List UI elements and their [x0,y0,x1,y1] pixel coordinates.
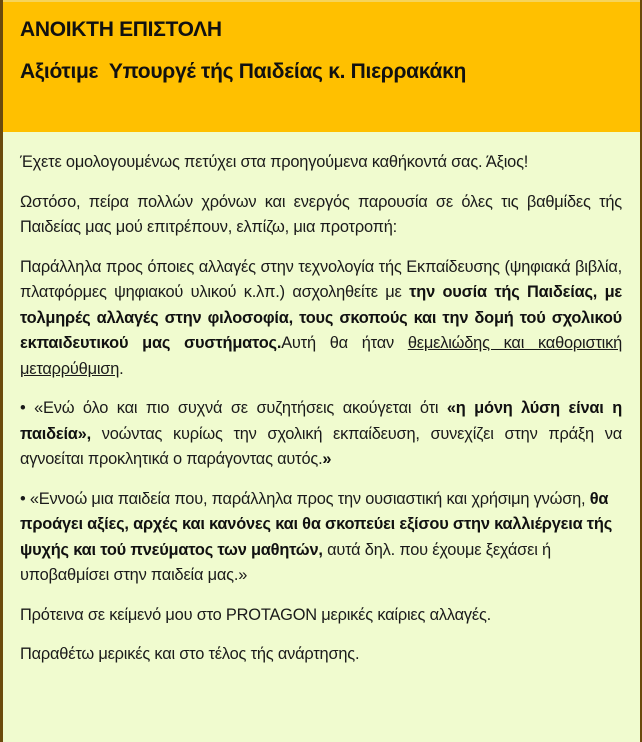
quote2-emphasis: θα προάγει αξίες, αρχές και κανόνες και θα σκοπεύει εξίσου στην καλλιέργεια τής ψυχής και τού πνεύματος των μαθητών, [20,489,613,559]
paragraph-introduction: Ωστόσο, πείρα πολλών χρόνων και ενεργός παρουσία σε όλες τις βαθμίδες τής Παιδείας μας μού επιτρέπουν, ελπίζω, μια προτροπή: [20,192,622,236]
quote1-text-2: νοώντας κυρίως την σχολική εκπαίδευση, συνεχίζει στην πράξη να αγνοείται προκλητικά ο παράγοντας αυτός. [20,424,622,468]
letter-addressee: Αξιότιμε Υπουργέ τής Παιδείας κ. Πιερρακάκη [20,60,467,83]
letter-header [3,0,640,132]
quote2-text-2: αυτά δηλ. που έχουμε ξεχάσει ή υποβαθμίσει στην παιδεία μας.» [20,540,551,584]
quote1-close-mark: » [322,450,332,468]
letter-body [3,132,640,668]
paragraph-closing-note: Παραθέτω μερικές και στο τέλος τής ανάρτησης. [20,645,360,663]
quote2-text: • «Εννοώ μια παιδεία που, παράλληλα προς την ουσιαστική και χρήσιμη γνώση, [20,489,590,508]
quote1-emphasis: «η μόνη λύση είναι η παιδεία», [20,399,623,443]
paragraph-proposal [20,255,622,383]
bullet-quote-education-values [20,487,622,589]
letter-title: ΑΝΟΙΚΤΗ ΕΠΙΣΤΟΛΗ [20,18,222,41]
paragraph-protagon-reference: Πρότεινα σε κείμενό μου στο PROTAGON μερικές καίριες αλλαγές. [20,605,492,624]
proposal-period: . [119,359,124,378]
paragraph-praise: Έχετε ομολογουμένως πετύχει στα προηγούμενα καθήκοντά σας. Άξιος! [20,153,529,171]
proposal-emphasis: την ουσία τής Παιδείας, με τολμηρές αλλαγές στην φιλοσοφία, τους σκοπούς και την δομή τού σχολικού εκπαιδευτικού μας συστήματος. [20,283,623,352]
proposal-underlined: θεμελιώδης και καθοριστική μεταρρύθμιση [20,334,623,378]
proposal-text-2: Αυτή θα ήταν [281,334,408,352]
proposal-text: Παράλληλα προς όποιες αλλαγές στην τεχνολογία τής Εκπαίδευσης (ψηφιακά βιβλία, πλατφόρμες ψηφιακού υλικού κ.λπ.) ασχοληθείτε με [20,257,622,301]
quote1-text: • «Ενώ όλο και πιο συχνά σε συζητήσεις ακούγεται ότι [20,399,447,417]
bullet-quote-education-solution [20,396,622,473]
